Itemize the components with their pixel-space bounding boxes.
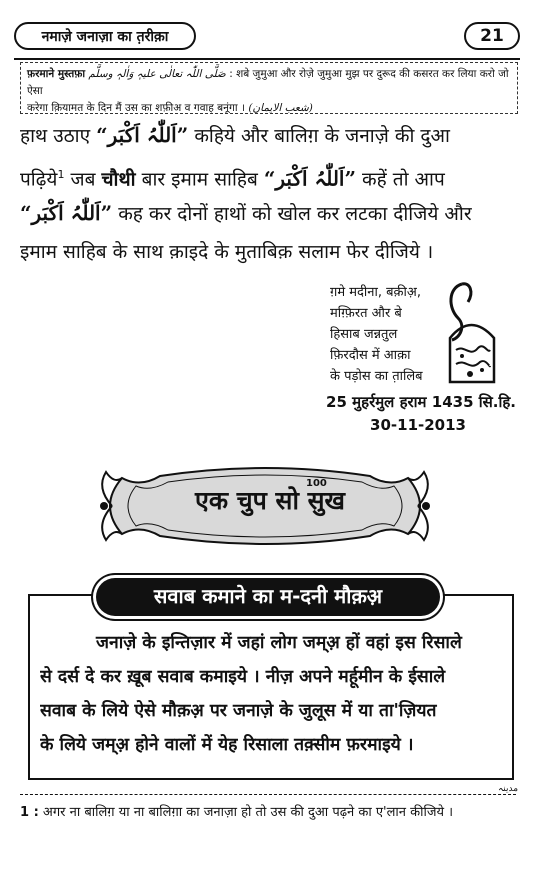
sawab-box-text (40, 626, 504, 762)
takbeer-3-text: اَللّٰہُ اَکْبَر (31, 201, 101, 225)
takbeer-3: “اَللّٰہُ اَکْبَر” (20, 201, 113, 225)
signature-line: फ़िरदौस में आक़ा (330, 348, 411, 363)
main-line1-a: हाथ उठाए (20, 125, 91, 147)
main-line2-c: बार इमाम साहिब (141, 168, 258, 191)
main-line-1 (20, 116, 520, 155)
farmaan-label: फ़रमाने मुस्तफ़ा (27, 68, 86, 80)
footnote-number: 1 : (20, 805, 39, 820)
book-title-tab: नमाज़े जनाज़ा का त़रीक़ा (14, 22, 196, 50)
salutation-text: صَلَّی اللّٰہ تعالٰی علیہٖ وَاٰلہٖ وسلَّم (88, 68, 226, 80)
box-line: से दर्स दे कर ख़ूब सवाब कमाइये । नीज़ अपने मर्हूमीन के ईसाले (40, 667, 446, 687)
main-line2-d: कहें तो आप (362, 168, 445, 191)
takbeer-2-text: اَللّٰہُ اَکْبَر (275, 166, 345, 191)
main-line-3 (20, 194, 520, 233)
footnote-rule (20, 794, 516, 795)
main-paragraph (20, 116, 520, 272)
header-rule (14, 58, 520, 60)
signature-line: हिसाब जन्नतुल (330, 327, 398, 342)
signature-line: मग़्फ़िरत और बे (330, 306, 402, 321)
main-line2-bold: चौथी (101, 168, 136, 191)
signature-line: के पड़ोस का त़ालिब (330, 369, 423, 384)
takbeer-1-text: اَللّٰہُ اَکْبَر (107, 123, 177, 147)
farmaan-reference: (شعب الایمان) (248, 102, 313, 114)
footnote-ref: 1 (57, 168, 65, 181)
box-line: जनाज़े के इन्तिज़ार में जहां लोग जम्अ़ हों वहां इस रिसाले (96, 633, 462, 653)
footnote (20, 802, 518, 824)
footnote-text: अगर ना बालिग़ या ना बालिग़ा का जनाज़ा हो तो उस की दुआ पढ़ने का ए'लान कीजिये । (42, 805, 454, 820)
signature-block (330, 282, 450, 387)
farmaan-text-line2: करेगा क़ियामत के दिन मैं उस का शफ़ीअ व गवाह बनूंगा । (27, 102, 245, 114)
main-line2-b: जब (70, 168, 96, 191)
hijri-date: 25 मुहर्रमुल हराम 1435 सि.हि. (326, 393, 516, 411)
madina-mark: مدینہ (498, 784, 519, 794)
gregorian-date: 30-11-2013 (370, 416, 466, 434)
page-number: 21 (464, 22, 520, 50)
main-line-2 (20, 155, 520, 194)
banner-number: 100 (306, 478, 327, 489)
sawab-box-title: सवाब कमाने का म-दनी मौक़अ़ (96, 578, 440, 616)
main-line1-b: कहिये और बालिग़ के जनाज़े की दुआ (194, 125, 450, 147)
farmaan-box (20, 62, 518, 114)
takbeer-1: “اَللّٰہُ اَکْبَر” (96, 123, 189, 147)
main-line3-b: कह कर दोनों हाथों को खोल कर लटका दीजिये और (118, 203, 472, 225)
main-line-4: इमाम साहिब के साथ क़ाइदे के मुताबिक़ सलाम फेर दीजिये । (20, 241, 434, 263)
takbeer-2: “اَللّٰہُ اَکْبَر” (263, 166, 356, 191)
box-line: के लिये जम्अ़ होने वालों में येह रिसाला तक़्सीम फ़रमाइये । (40, 735, 414, 755)
signature-line: ग़मे मदीना, बक़ीअ़, (330, 285, 421, 300)
main-line2-a: पढ़िये (20, 168, 58, 191)
calligraphy-signature-logo (440, 278, 502, 390)
banner-title: एक चुप सो सुख (195, 486, 345, 515)
farmaan-text-line1: : शबे जुमुआ और रोज़े जुमुआ मुझ पर दुरूद की कसरत कर लिया करो जो ऐसा (27, 68, 509, 97)
box-line: सवाब के लिये ऐसे मौक़अ़ पर जनाज़े के जुलूस में या ता'ज़ियत (40, 701, 437, 721)
